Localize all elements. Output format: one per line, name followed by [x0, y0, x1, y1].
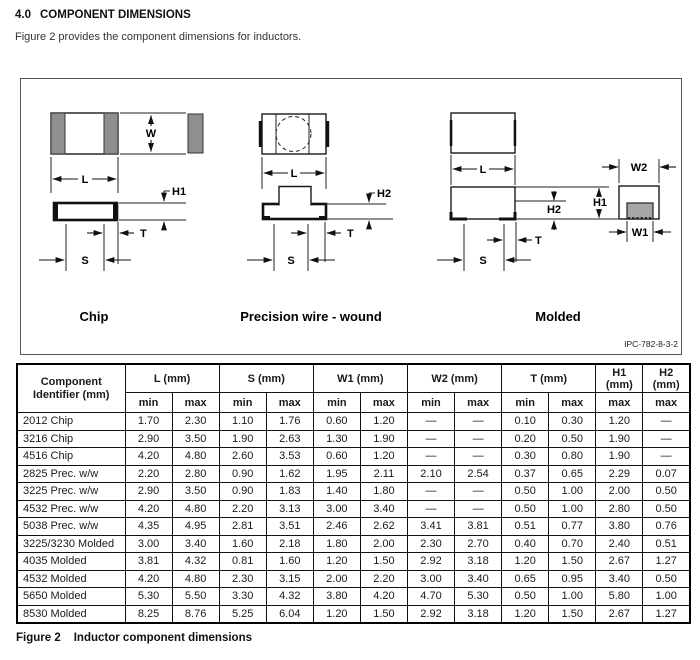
- section-title: COMPONENT DIMENSIONS: [40, 9, 191, 21]
- value-cell: 2.30: [407, 535, 454, 553]
- value-cell: 1.30: [313, 430, 360, 448]
- subheader-s-max: max: [266, 393, 313, 413]
- value-cell: 5.25: [219, 605, 266, 623]
- section-number: 4.0: [15, 9, 31, 21]
- value-cell: 6.04: [266, 605, 313, 623]
- value-cell: 3.81: [125, 553, 172, 571]
- value-cell: 1.90: [596, 448, 643, 466]
- component-identifier-cell: 2012 Chip: [17, 413, 125, 431]
- value-cell: 0.30: [502, 448, 549, 466]
- value-cell: 5.30: [125, 588, 172, 606]
- value-cell: 4.80: [172, 500, 219, 518]
- component-identifier-cell: 5650 Molded: [17, 588, 125, 606]
- molded-terminal-left: [450, 120, 453, 146]
- value-cell: 3.80: [313, 588, 360, 606]
- value-cell: 3.00: [407, 570, 454, 588]
- value-cell: 0.50: [643, 570, 690, 588]
- table-row: [17, 570, 690, 588]
- col-header-h2: H2 (mm): [643, 364, 690, 393]
- figure-box: [20, 78, 682, 355]
- value-cell: 1.50: [360, 605, 407, 623]
- value-cell: —: [643, 448, 690, 466]
- value-cell: 3.80: [596, 518, 643, 536]
- subheader-w1-max: max: [360, 393, 407, 413]
- value-cell: 3.13: [266, 500, 313, 518]
- molded-terminal-right: [514, 120, 517, 146]
- value-cell: 3.81: [455, 518, 502, 536]
- value-cell: 1.50: [360, 553, 407, 571]
- value-cell: 4.80: [172, 448, 219, 466]
- value-cell: 3.30: [219, 588, 266, 606]
- dim-label-t: T: [347, 228, 354, 240]
- dim-label-s: S: [287, 255, 295, 267]
- value-cell: 2.67: [596, 605, 643, 623]
- value-cell: —: [407, 483, 454, 501]
- value-cell: 0.40: [502, 535, 549, 553]
- value-cell: 1.27: [643, 553, 690, 571]
- value-cell: 2.10: [407, 465, 454, 483]
- pww-terminal-left: [259, 121, 262, 147]
- chip-end-view: [188, 114, 203, 153]
- value-cell: 1.50: [549, 553, 596, 571]
- value-cell: —: [455, 430, 502, 448]
- value-cell: 0.51: [643, 535, 690, 553]
- value-cell: 1.80: [313, 535, 360, 553]
- value-cell: 3.50: [172, 430, 219, 448]
- value-cell: 4.20: [125, 448, 172, 466]
- value-cell: 3.40: [360, 500, 407, 518]
- value-cell: 2.80: [172, 465, 219, 483]
- value-cell: 1.40: [313, 483, 360, 501]
- value-cell: 2.00: [360, 535, 407, 553]
- table-row: [17, 448, 690, 466]
- component-identifier-cell: 5038 Prec. w/w: [17, 518, 125, 536]
- value-cell: 1.20: [596, 413, 643, 431]
- value-cell: 3.40: [455, 570, 502, 588]
- value-cell: —: [407, 430, 454, 448]
- intro-text: Figure 2 provides the component dimensions for inductors.: [15, 31, 302, 43]
- value-cell: 2.46: [313, 518, 360, 536]
- value-cell: 2.40: [596, 535, 643, 553]
- ipc-reference: IPC-782-8-3-2: [624, 339, 678, 349]
- molded-end-terminal: [627, 203, 653, 219]
- value-cell: —: [407, 413, 454, 431]
- value-cell: 1.00: [549, 483, 596, 501]
- value-cell: 2.80: [596, 500, 643, 518]
- value-cell: 2.00: [313, 570, 360, 588]
- diagram-caption-precision: Precision wire - wound: [240, 309, 382, 324]
- table-body: [17, 413, 690, 624]
- value-cell: 1.20: [313, 553, 360, 571]
- table-row: [17, 518, 690, 536]
- value-cell: 0.50: [549, 430, 596, 448]
- value-cell: 0.50: [643, 483, 690, 501]
- molded-diagram: [437, 113, 676, 324]
- value-cell: 1.60: [219, 535, 266, 553]
- dim-label-w1: W1: [631, 227, 649, 239]
- value-cell: 2.20: [125, 465, 172, 483]
- value-cell: 1.20: [360, 413, 407, 431]
- component-identifier-cell: 3225 Prec. w/w: [17, 483, 125, 501]
- diagram-caption-molded: Molded: [535, 309, 581, 324]
- component-identifier-cell: 4532 Molded: [17, 570, 125, 588]
- value-cell: 4.35: [125, 518, 172, 536]
- table-row: [17, 588, 690, 606]
- value-cell: 1.62: [266, 465, 313, 483]
- component-identifier-cell: 3216 Chip: [17, 430, 125, 448]
- dim-label-h2: H2: [377, 188, 392, 200]
- pww-terminal-right: [326, 121, 329, 147]
- value-cell: 4.20: [125, 500, 172, 518]
- value-cell: 0.07: [643, 465, 690, 483]
- value-cell: 1.60: [266, 553, 313, 571]
- value-cell: 3.00: [125, 535, 172, 553]
- col-header-h1: H1 (mm): [596, 364, 643, 393]
- value-cell: 5.80: [596, 588, 643, 606]
- value-cell: 1.20: [313, 605, 360, 623]
- value-cell: 0.30: [549, 413, 596, 431]
- value-cell: 1.00: [549, 588, 596, 606]
- dim-label-h1: H1: [172, 186, 187, 198]
- table-row: [17, 465, 690, 483]
- diagram-caption-chip: Chip: [79, 309, 109, 324]
- dim-label-s: S: [479, 255, 487, 267]
- dim-label-l: L: [290, 168, 298, 180]
- component-identifier-cell: 4516 Chip: [17, 448, 125, 466]
- value-cell: 1.00: [549, 500, 596, 518]
- table-row: [17, 535, 690, 553]
- dim-label-w2: W2: [630, 162, 648, 174]
- value-cell: 3.40: [596, 570, 643, 588]
- subheader-s-min: min: [219, 393, 266, 413]
- value-cell: 2.62: [360, 518, 407, 536]
- value-cell: 2.29: [596, 465, 643, 483]
- dim-label-l: L: [81, 174, 89, 186]
- value-cell: 1.20: [502, 553, 549, 571]
- value-cell: 2.18: [266, 535, 313, 553]
- value-cell: 0.60: [313, 448, 360, 466]
- value-cell: 2.92: [407, 553, 454, 571]
- table-row: [17, 553, 690, 571]
- value-cell: 0.50: [502, 483, 549, 501]
- dimensions-table-wrap: [16, 363, 691, 624]
- subheader-w2-max: max: [455, 393, 502, 413]
- subheader-l-max: max: [172, 393, 219, 413]
- value-cell: 2.00: [596, 483, 643, 501]
- value-cell: 2.20: [219, 500, 266, 518]
- value-cell: —: [455, 413, 502, 431]
- col-header-w1: W1 (mm): [313, 364, 407, 393]
- value-cell: 2.81: [219, 518, 266, 536]
- value-cell: 1.95: [313, 465, 360, 483]
- subheader-h2-max: max: [643, 393, 690, 413]
- value-cell: 5.50: [172, 588, 219, 606]
- value-cell: 2.70: [455, 535, 502, 553]
- col-header-s: S (mm): [219, 364, 313, 393]
- dimensions-table: [16, 363, 691, 624]
- table-row: [17, 483, 690, 501]
- value-cell: 0.20: [502, 430, 549, 448]
- value-cell: 1.83: [266, 483, 313, 501]
- value-cell: 0.90: [219, 483, 266, 501]
- chip-diagram: [39, 113, 203, 324]
- figure-caption-label: Figure 2: [16, 632, 61, 644]
- value-cell: 0.65: [549, 465, 596, 483]
- value-cell: 0.81: [219, 553, 266, 571]
- value-cell: 3.53: [266, 448, 313, 466]
- dim-label-t: T: [140, 228, 147, 240]
- component-diagrams: [21, 79, 679, 352]
- value-cell: 1.00: [643, 588, 690, 606]
- value-cell: 1.20: [360, 448, 407, 466]
- col-header-t: T (mm): [502, 364, 596, 393]
- value-cell: 4.70: [407, 588, 454, 606]
- subheader-t-min: min: [502, 393, 549, 413]
- section-heading: [15, 9, 191, 21]
- value-cell: 3.18: [455, 605, 502, 623]
- value-cell: 2.30: [219, 570, 266, 588]
- dim-label-l: L: [479, 164, 487, 176]
- value-cell: 0.80: [549, 448, 596, 466]
- value-cell: 1.27: [643, 605, 690, 623]
- value-cell: 0.70: [549, 535, 596, 553]
- table-row: [17, 500, 690, 518]
- component-identifier-cell: 2825 Prec. w/w: [17, 465, 125, 483]
- figure-caption-text: Inductor component dimensions: [73, 632, 252, 644]
- dim-label-h1: H1: [592, 197, 608, 209]
- value-cell: 2.20: [360, 570, 407, 588]
- header-row-groups: [17, 364, 690, 393]
- value-cell: 0.65: [502, 570, 549, 588]
- component-identifier-cell: 4035 Molded: [17, 553, 125, 571]
- value-cell: 4.95: [172, 518, 219, 536]
- col-header-component-identifier: Component Identifier (mm): [17, 364, 125, 413]
- value-cell: 1.50: [549, 605, 596, 623]
- value-cell: 0.50: [502, 500, 549, 518]
- value-cell: 1.80: [360, 483, 407, 501]
- value-cell: 3.51: [266, 518, 313, 536]
- value-cell: 3.18: [455, 553, 502, 571]
- subheader-t-max: max: [549, 393, 596, 413]
- component-identifier-cell: 4532 Prec. w/w: [17, 500, 125, 518]
- value-cell: 2.54: [455, 465, 502, 483]
- value-cell: —: [407, 448, 454, 466]
- value-cell: 2.67: [596, 553, 643, 571]
- value-cell: 4.32: [172, 553, 219, 571]
- value-cell: 0.76: [643, 518, 690, 536]
- value-cell: 2.90: [125, 430, 172, 448]
- value-cell: 0.51: [502, 518, 549, 536]
- col-header-l: L (mm): [125, 364, 219, 393]
- value-cell: 2.30: [172, 413, 219, 431]
- value-cell: 1.90: [219, 430, 266, 448]
- subheader-h1-max: max: [596, 393, 643, 413]
- value-cell: 4.80: [172, 570, 219, 588]
- value-cell: —: [455, 500, 502, 518]
- figure-caption: [16, 632, 252, 644]
- value-cell: 0.50: [643, 500, 690, 518]
- subheader-l-min: min: [125, 393, 172, 413]
- table-row: [17, 605, 690, 623]
- value-cell: 1.76: [266, 413, 313, 431]
- precision-diagram: [240, 114, 393, 324]
- value-cell: 2.92: [407, 605, 454, 623]
- value-cell: 1.90: [596, 430, 643, 448]
- value-cell: 1.20: [502, 605, 549, 623]
- value-cell: —: [455, 448, 502, 466]
- value-cell: 0.50: [502, 588, 549, 606]
- component-identifier-cell: 8530 Molded: [17, 605, 125, 623]
- value-cell: 1.90: [360, 430, 407, 448]
- value-cell: 2.11: [360, 465, 407, 483]
- value-cell: 1.70: [125, 413, 172, 431]
- value-cell: 0.77: [549, 518, 596, 536]
- value-cell: 5.30: [455, 588, 502, 606]
- component-identifier-cell: 3225/3230 Molded: [17, 535, 125, 553]
- dim-label-s: S: [81, 255, 89, 267]
- value-cell: 0.60: [313, 413, 360, 431]
- value-cell: —: [407, 500, 454, 518]
- table-row: [17, 430, 690, 448]
- value-cell: 3.41: [407, 518, 454, 536]
- value-cell: 4.20: [360, 588, 407, 606]
- chip-terminal-left: [51, 113, 65, 154]
- dim-label-w: W: [145, 128, 157, 140]
- chip-terminal-right: [104, 113, 118, 154]
- value-cell: 2.60: [219, 448, 266, 466]
- value-cell: 0.90: [219, 465, 266, 483]
- value-cell: 4.32: [266, 588, 313, 606]
- value-cell: 8.25: [125, 605, 172, 623]
- value-cell: 0.10: [502, 413, 549, 431]
- col-header-w2: W2 (mm): [407, 364, 501, 393]
- value-cell: 0.95: [549, 570, 596, 588]
- dim-label-t: T: [535, 235, 542, 247]
- value-cell: —: [643, 430, 690, 448]
- value-cell: 0.37: [502, 465, 549, 483]
- value-cell: 4.20: [125, 570, 172, 588]
- value-cell: 1.10: [219, 413, 266, 431]
- value-cell: —: [455, 483, 502, 501]
- value-cell: 3.00: [313, 500, 360, 518]
- dim-label-h2: H2: [546, 204, 562, 216]
- subheader-w2-min: min: [407, 393, 454, 413]
- value-cell: 3.50: [172, 483, 219, 501]
- value-cell: 3.15: [266, 570, 313, 588]
- value-cell: 2.63: [266, 430, 313, 448]
- subheader-w1-min: min: [313, 393, 360, 413]
- value-cell: —: [643, 413, 690, 431]
- value-cell: 8.76: [172, 605, 219, 623]
- value-cell: 3.40: [172, 535, 219, 553]
- value-cell: 2.90: [125, 483, 172, 501]
- table-row: [17, 413, 690, 431]
